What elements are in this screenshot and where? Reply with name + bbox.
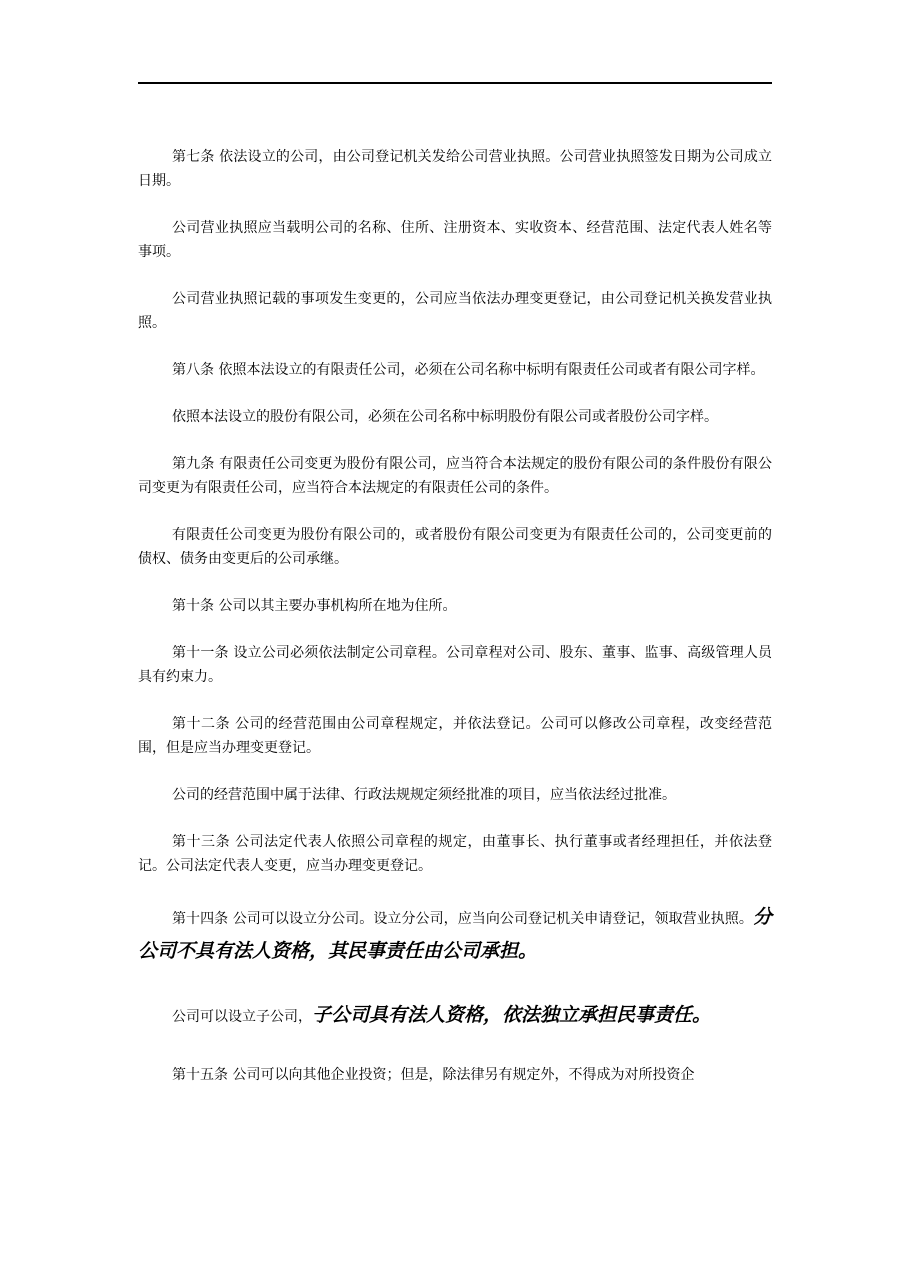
article-14-text: 第十四条 公司可以设立分公司。设立分公司，应当向公司登记机关申请登记，领取营业执照。 [172, 911, 753, 927]
paragraph-article-8: 第八条 依照本法设立的有限责任公司，必须在公司名称中标明有限责任公司或者有限公司字样。 [172, 362, 765, 378]
paragraph-article-15: 第十五条 公司可以向其他企业投资；但是，除法律另有规定外，不得成为对所投资企 [172, 1067, 695, 1083]
paragraph-article-13: 第十三条 公司法定代表人依照公司章程的规定，由董事长、执行董事或者经理担任，并依法登记。公司法定代表人变更，应当办理变更登记。 [138, 834, 772, 874]
paragraph-article-7: 第七条 依法设立的公司，由公司登记机关发给公司营业执照。公司营业执照签发日期为公司成立日期。 [138, 149, 772, 189]
paragraph-license-change: 公司营业执照记载的事项发生变更的，公司应当依法办理变更登记，由公司登记机关换发营业执照。 [138, 291, 772, 331]
paragraph-subsidiary [138, 999, 772, 1033]
paragraph-article-14 [138, 901, 772, 969]
paragraph-article-12: 第十二条 公司的经营范围由公司章程规定，并依法登记。公司可以修改公司章程，改变经营范围，但是应当办理变更登记。 [138, 716, 772, 756]
paragraph-article-9: 第九条 有限责任公司变更为股份有限公司，应当符合本法规定的股份有限公司的条件股份有限公司变更为有限责任公司，应当符合本法规定的有限责任公司的条件。 [138, 456, 772, 496]
document-body [138, 145, 772, 1110]
article-14-emphasis: 分公司不具有法人资格，其民事责任由公司承担。 [138, 906, 772, 962]
paragraph-joint-stock-name: 依照本法设立的股份有限公司，必须在公司名称中标明股份有限公司或者股份公司字样。 [172, 409, 718, 425]
paragraph-business-approval: 公司的经营范围中属于法律、行政法规规定须经批准的项目，应当依法经过批准。 [172, 787, 676, 803]
paragraph-article-10: 第十条 公司以其主要办事机构所在地为住所。 [172, 598, 457, 614]
paragraph-article-11: 第十一条 设立公司必须依法制定公司章程。公司章程对公司、股东、董事、监事、高级管理人员具有约束力。 [138, 645, 772, 685]
subsidiary-emphasis: 子公司具有法人资格，依法独立承担民事责任。 [312, 1004, 712, 1026]
paragraph-license-contents: 公司营业执照应当载明公司的名称、住所、注册资本、实收资本、经营范围、法定代表人姓名等事项。 [138, 220, 772, 260]
header-rule [138, 82, 772, 84]
paragraph-debt-succession: 有限责任公司变更为股份有限公司的，或者股份有限公司变更为有限责任公司的，公司变更前的债权、债务由变更后的公司承继。 [138, 527, 772, 567]
subsidiary-text: 公司可以设立子公司， [172, 1009, 312, 1025]
